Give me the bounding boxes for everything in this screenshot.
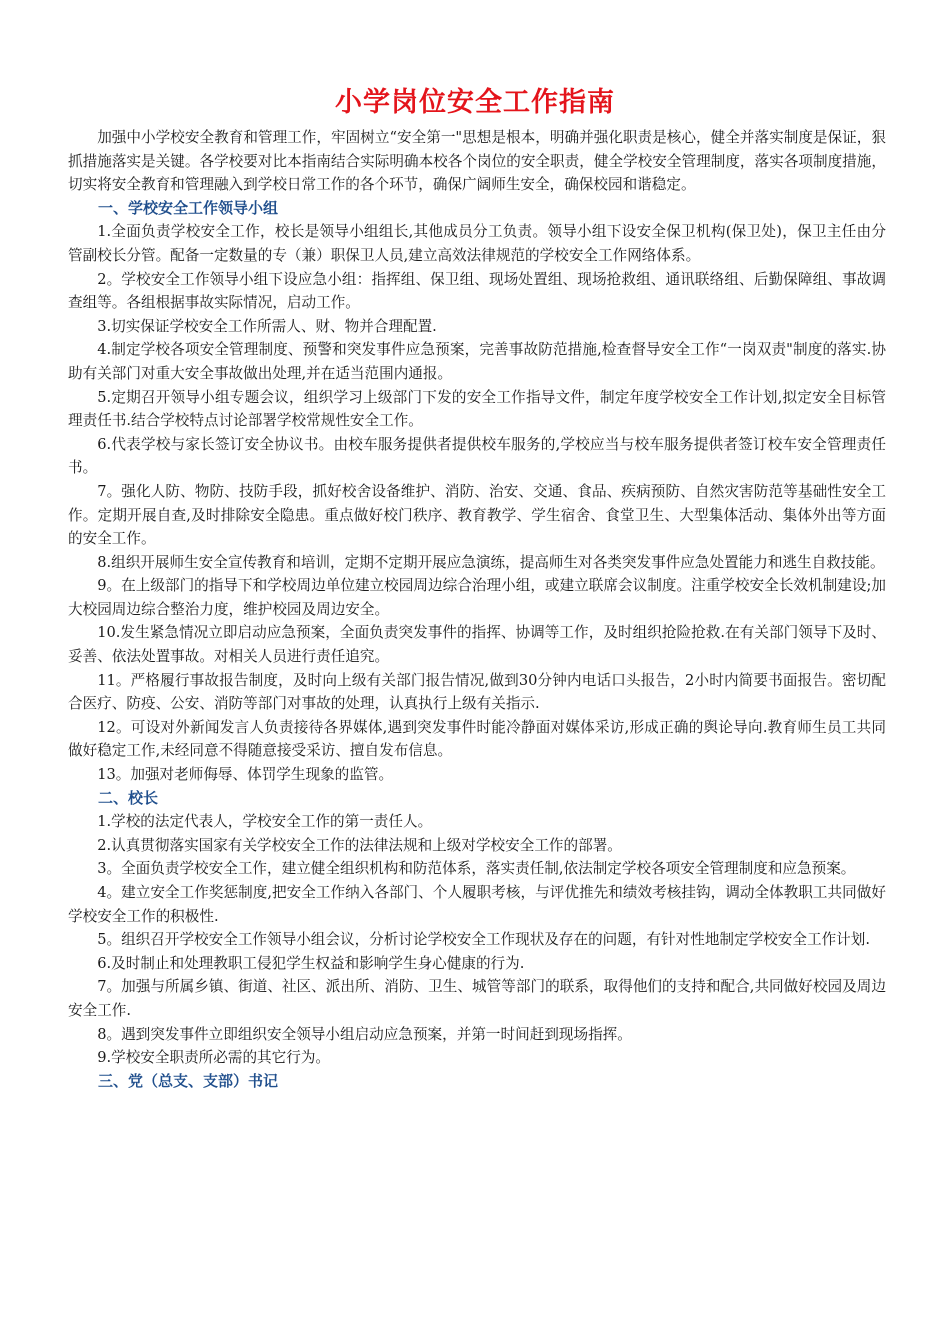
section-1-item: 11。严格履行事故报告制度，及时向上级有关部门报告情况,做到30分钟内电话口头报告，2小时内简要书面报告。密切配合医疗、防疫、公安、消防等部门对事故的处理，认真执行上级有关指示.: [68, 671, 886, 713]
document-body: [68, 126, 886, 1093]
section-heading-2: 二、校长: [98, 788, 159, 807]
section-1-item: 7。强化人防、物防、技防手段，抓好校舍设备维护、消防、治安、交通、食品、疾病预防、自然灾害防范等基础性安全工作。定期开展自查,及时排除安全隐患。重点做好校门秩序、教育教学、学生宿舍、食堂卫生、大型集体活动、集体外出等方面的安全工作。: [68, 482, 886, 548]
section-1-item: 12。可设对外新闻发言人负责接待各界媒体,遇到突发事件时能冷静面对媒体采访,形成正确的舆论导向.教育师生员工共同做好稳定工作,未经同意不得随意接受采访、擅自发布信息。: [68, 718, 886, 760]
section-1-item: 4.制定学校各项安全管理制度、预警和突发事件应急预案，完善事故防范措施,检查督导安全工作“一岗双责"制度的落实.协助有关部门对重大安全事故做出处理,并在适当范围内通报。: [68, 341, 886, 382]
section-1-item: 9。在上级部门的指导下和学校周边单位建立校园周边综合治理小组，或建立联席会议制度。注重学校安全长效机制建设;加大校园周边综合整治力度，维护校园及周边安全。: [68, 577, 886, 618]
intro-paragraph: 加强中小学校安全教育和管理工作，牢固树立“安全第一"思想是根本，明确并强化职责是核心，健全并落实制度是保证，狠抓措施落实是关键。各学校要对比本指南结合实际明确本校各个岗位的安全职责，健全学校安全管理制度，落实各项制度措施，切实将安全教育和管理融入到学校日常工作的各个环节，确保广阔师生安全，确保校园和谐稳定。: [68, 129, 886, 194]
section-1-item: 3.切实保证学校安全工作所需人、财、物并合理配置.: [97, 317, 437, 335]
section-2-item: 6.及时制止和处理教职工侵犯学生权益和影响学生身心健康的行为.: [97, 954, 525, 972]
section-2-item: 9.学校安全职责所必需的其它行为。: [97, 1049, 331, 1067]
section-2-item: 2.认真贯彻落实国家有关学校安全工作的法律法规和上级对学校安全工作的部署。: [97, 836, 622, 854]
page-title: 小学岗位安全工作指南: [335, 87, 615, 118]
section-1-item: 2。学校安全工作领导小组下设应急小组：指挥组、保卫组、现场处置组、现场抢救组、通讯联络组、后勤保障组、事故调查组等。各组根据事故实际情况，启动工作。: [68, 270, 886, 312]
section-2-item: 1.学校的法定代表人，学校安全工作的第一责任人。: [97, 813, 433, 831]
section-1-item: 13。加强对老师侮辱、体罚学生现象的监管。: [97, 766, 394, 784]
section-1-item: 1.全面负责学校安全工作，校长是领导小组组长,其他成员分工负责。领导小组下设安全保卫机构(保卫处)，保卫主任由分管副校长分管。配备一定数量的专（兼）职保卫人员,建立高效法律规范的学校安全工作网络体系。: [68, 223, 886, 264]
section-heading-1: 一、学校安全工作领导小组: [98, 198, 279, 217]
section-1-item: 6.代表学校与家长签订安全协议书。由校车服务提供者提供校车服务的,学校应当与校车服务提供者签订校车安全管理责任书。: [68, 435, 886, 477]
section-heading-3: 三、党（总支、支部）书记: [98, 1071, 279, 1090]
section-1-item: 10.发生紧急情况立即启动应急预案，全面负责突发事件的指挥、协调等工作，及时组织抢险抢救.在有关部门领导下及时、妥善、依法处置事故。对相关人员进行责任追究。: [68, 624, 886, 666]
section-2-item: 3。全面负责学校安全工作，建立健全组织机构和防范体系，落实责任制,依法制定学校各项安全管理制度和应急预案。: [97, 860, 856, 878]
section-2-item: 5。组织召开学校安全工作领导小组会议，分析讨论学校安全工作现状及存在的问题，有针对性地制定学校安全工作计划.: [97, 931, 870, 949]
section-2-item: 4。建立安全工作奖惩制度,把安全工作纳入各部门、个人履职考核，与评优推先和绩效考核挂钩，调动全体教职工共同做好学校安全工作的积极性.: [68, 884, 886, 925]
section-2-item: 8。遇到突发事件立即组织安全领导小组启动应急预案，并第一时间赶到现场指挥。: [97, 1025, 632, 1043]
section-1-item: 5.定期召开领导小组专题会议，组织学习上级部门下发的安全工作指导文件，制定年度学校安全工作计划,拟定安全目标管理责任书.结合学校特点讨论部署学校常规性安全工作。: [68, 388, 886, 430]
section-2-item: 7。加强与所属乡镇、街道、社区、派出所、消防、卫生、城管等部门的联系，取得他们的支持和配合,共同做好校园及周边安全工作.: [68, 978, 886, 1019]
section-1-item: 8.组织开展师生安全宣传教育和培训，定期不定期开展应急演练，提高师生对各类突发事件应急处置能力和逃生自救技能。: [97, 553, 885, 571]
